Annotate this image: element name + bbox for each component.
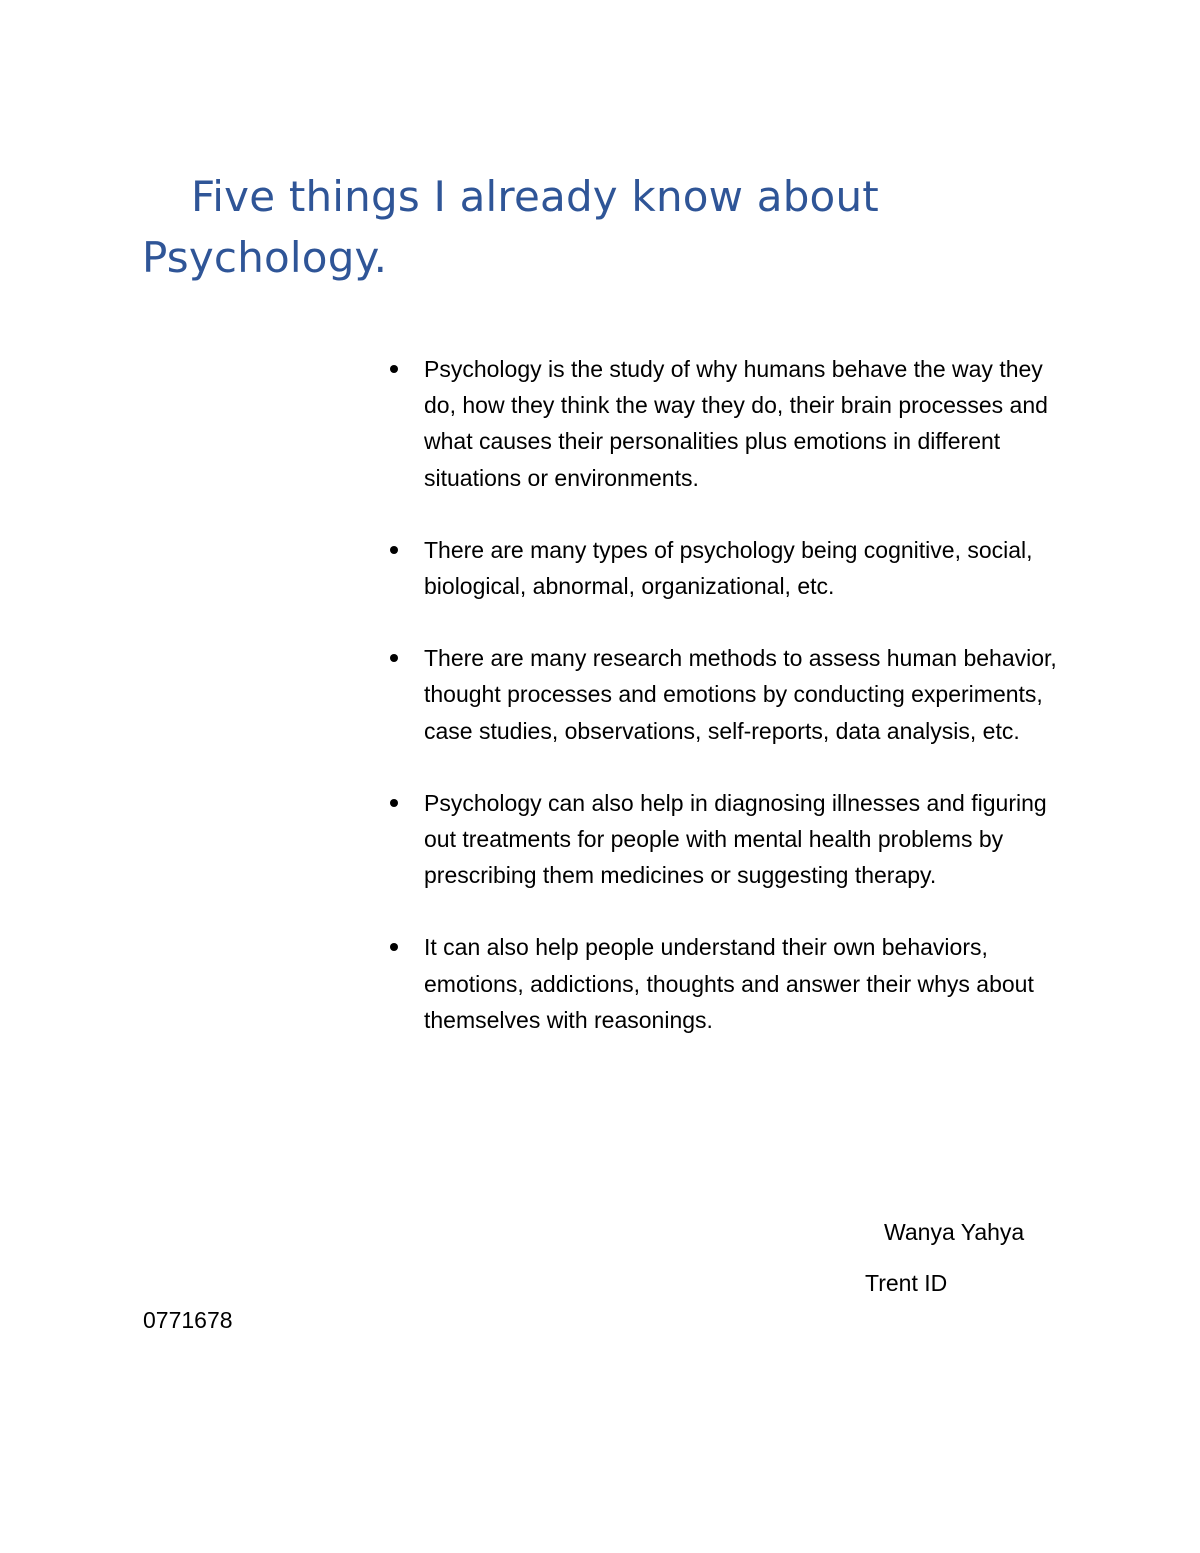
list-item-text: There are many research methods to assess human behavior, thought processes and emotions by conducting experiments, case studies, observations, self-reports, data analysis, etc. <box>424 645 1057 744</box>
list-item-text: Psychology can also help in diagnosing illnesses and figuring out treatments for people with mental health problems by prescribing them medicines or suggesting therapy. <box>424 789 1047 889</box>
list-item-text: It can also help people understand their own behaviors, emotions, addictions, thoughts and answer their whys about themselves with reasonings. <box>424 934 1034 1033</box>
bullet-icon <box>390 654 398 662</box>
list-item <box>385 351 1085 496</box>
list-item <box>385 785 1085 894</box>
bullet-icon <box>390 799 398 807</box>
bullet-icon <box>390 943 398 951</box>
list-item <box>385 532 1085 604</box>
list-item-text: There are many types of psychology being cognitive, social, biological, abnormal, organizational, etc. <box>424 536 1033 600</box>
author-name: Wanya Yahya <box>884 1219 1025 1245</box>
list-item-text: Psychology is the study of why humans behave the way they do, how they think the way they do, their brain processes and what causes their personalities plus emotions in different situations or environments. <box>424 356 1048 491</box>
student-id-label: Trent ID <box>865 1270 948 1296</box>
student-id-value: 0771678 <box>143 1307 233 1333</box>
bullet-icon <box>390 546 398 554</box>
bullet-icon <box>390 365 398 373</box>
list-item <box>385 640 1085 749</box>
document-title: Five things I already know about Psychology. <box>142 172 879 282</box>
bullet-list <box>385 351 1085 1038</box>
list-item <box>385 929 1085 1038</box>
